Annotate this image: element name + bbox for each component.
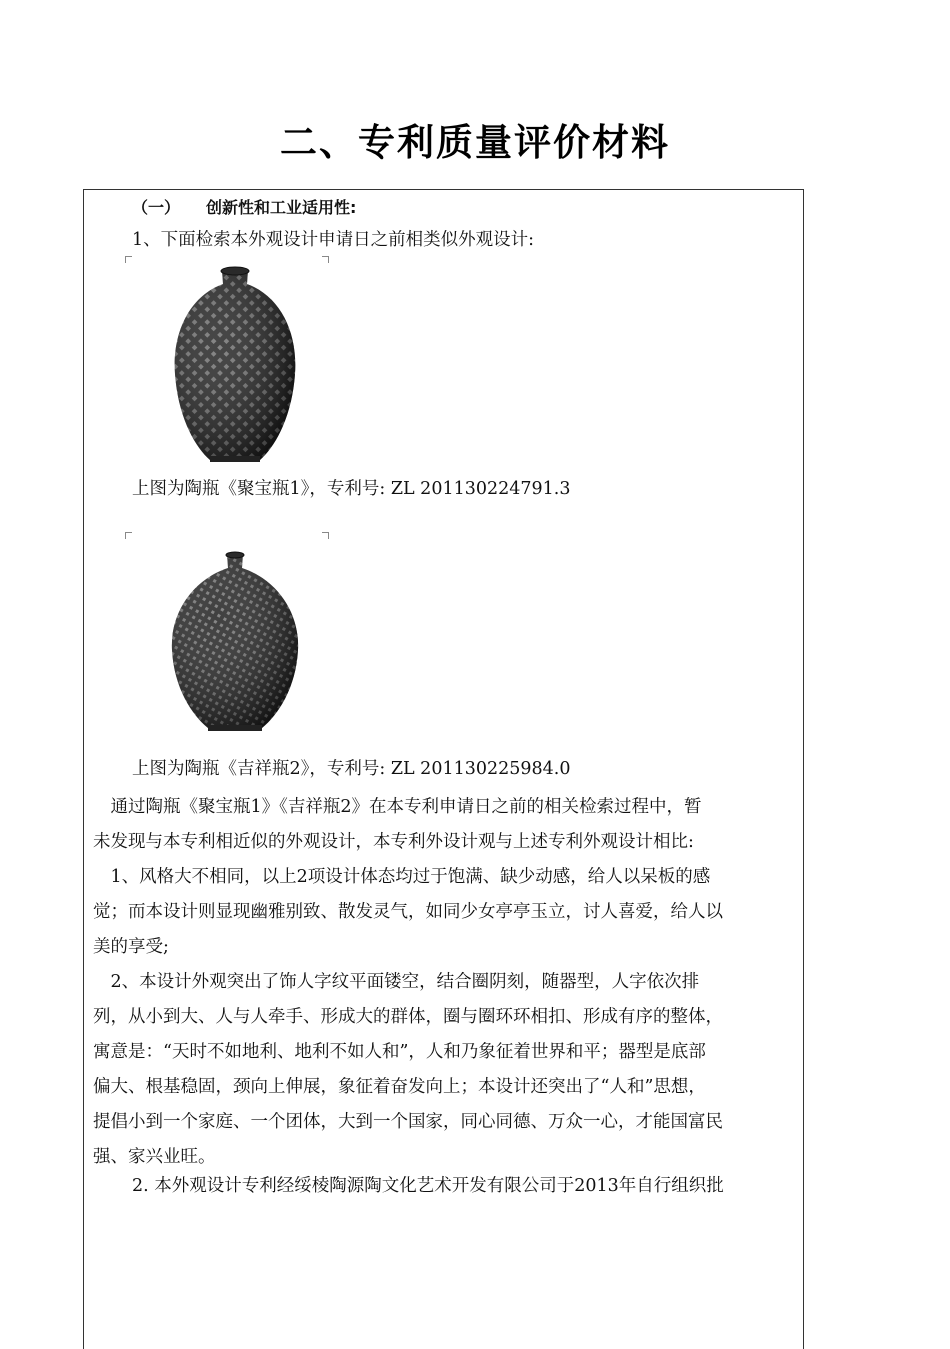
page-title: 二、专利质量评价材料 [280, 121, 670, 164]
vase-image-2 [150, 550, 320, 735]
figure-caption-1: 上图为陶瓶《聚宝瓶1》，专利号: ZL 201130224791.3 [132, 479, 571, 499]
image-frame-corner [125, 532, 132, 539]
image-frame-corner [125, 256, 132, 263]
paragraph-line: 1、风格大不相同，以上2项设计体态均过于饱满、缺少动感，给人以呆板的感 [93, 867, 711, 887]
paragraph-line: 寓意是：“天时不如地利、地利不如人和”，人和乃象征着世界和平；器型是底部 [93, 1042, 706, 1062]
vase-image-1 [150, 262, 320, 472]
figure-caption-2: 上图为陶瓶《吉祥瓶2》，专利号: ZL 201130225984.0 [132, 759, 571, 779]
paragraph-line: 提倡小到一个家庭、一个团体，大到一个国家，同心同德、万众一心，才能国富民 [93, 1112, 723, 1132]
paragraph-line: 美的享受; [93, 937, 169, 957]
paragraph-line: 2、本设计外观突出了饰人字纹平面镂空，结合圈阴刻，随器型，人字依次排 [93, 972, 700, 992]
paragraph-line: 列，从小到大、人与人牵手、形成大的群体，圈与圈环环相扣、形成有序的整体， [93, 1007, 723, 1027]
paragraph-line: 未发现与本专利相近似的外观设计，本专利外设计观与上述专利外观设计相比: [93, 832, 694, 852]
paragraph-point-2 [93, 965, 793, 1175]
image-frame-corner [322, 532, 329, 539]
final-line: 2. 本外观设计专利经绥棱陶源陶文化艺术开发有限公司于2013年自行组织批 [132, 1176, 724, 1196]
image-frame-corner [322, 256, 329, 263]
paragraph-line: 通过陶瓶《聚宝瓶1》《吉祥瓶2》在本专利申请日之前的相关检索过程中，暂 [93, 797, 702, 817]
paragraph-line: 觉；而本设计则显现幽雅别致、散发灵气，如同少女亭亭玉立，讨人喜爱，给人以 [93, 902, 723, 922]
section-number: （一） [132, 198, 181, 217]
paragraph-search-summary [93, 790, 793, 860]
section-heading [132, 195, 356, 218]
paragraph-line: 偏大、根基稳固，颈向上伸展，象征着奋发向上；本设计还突出了“人和”思想， [93, 1077, 706, 1097]
intro-text: 1、下面检索本外观设计申请日之前相类似外观设计: [132, 230, 535, 250]
paragraph-point-1 [93, 860, 793, 965]
paragraph-line: 强、家兴业旺。 [93, 1147, 216, 1167]
section-label: 创新性和工业适用性: [206, 198, 357, 217]
